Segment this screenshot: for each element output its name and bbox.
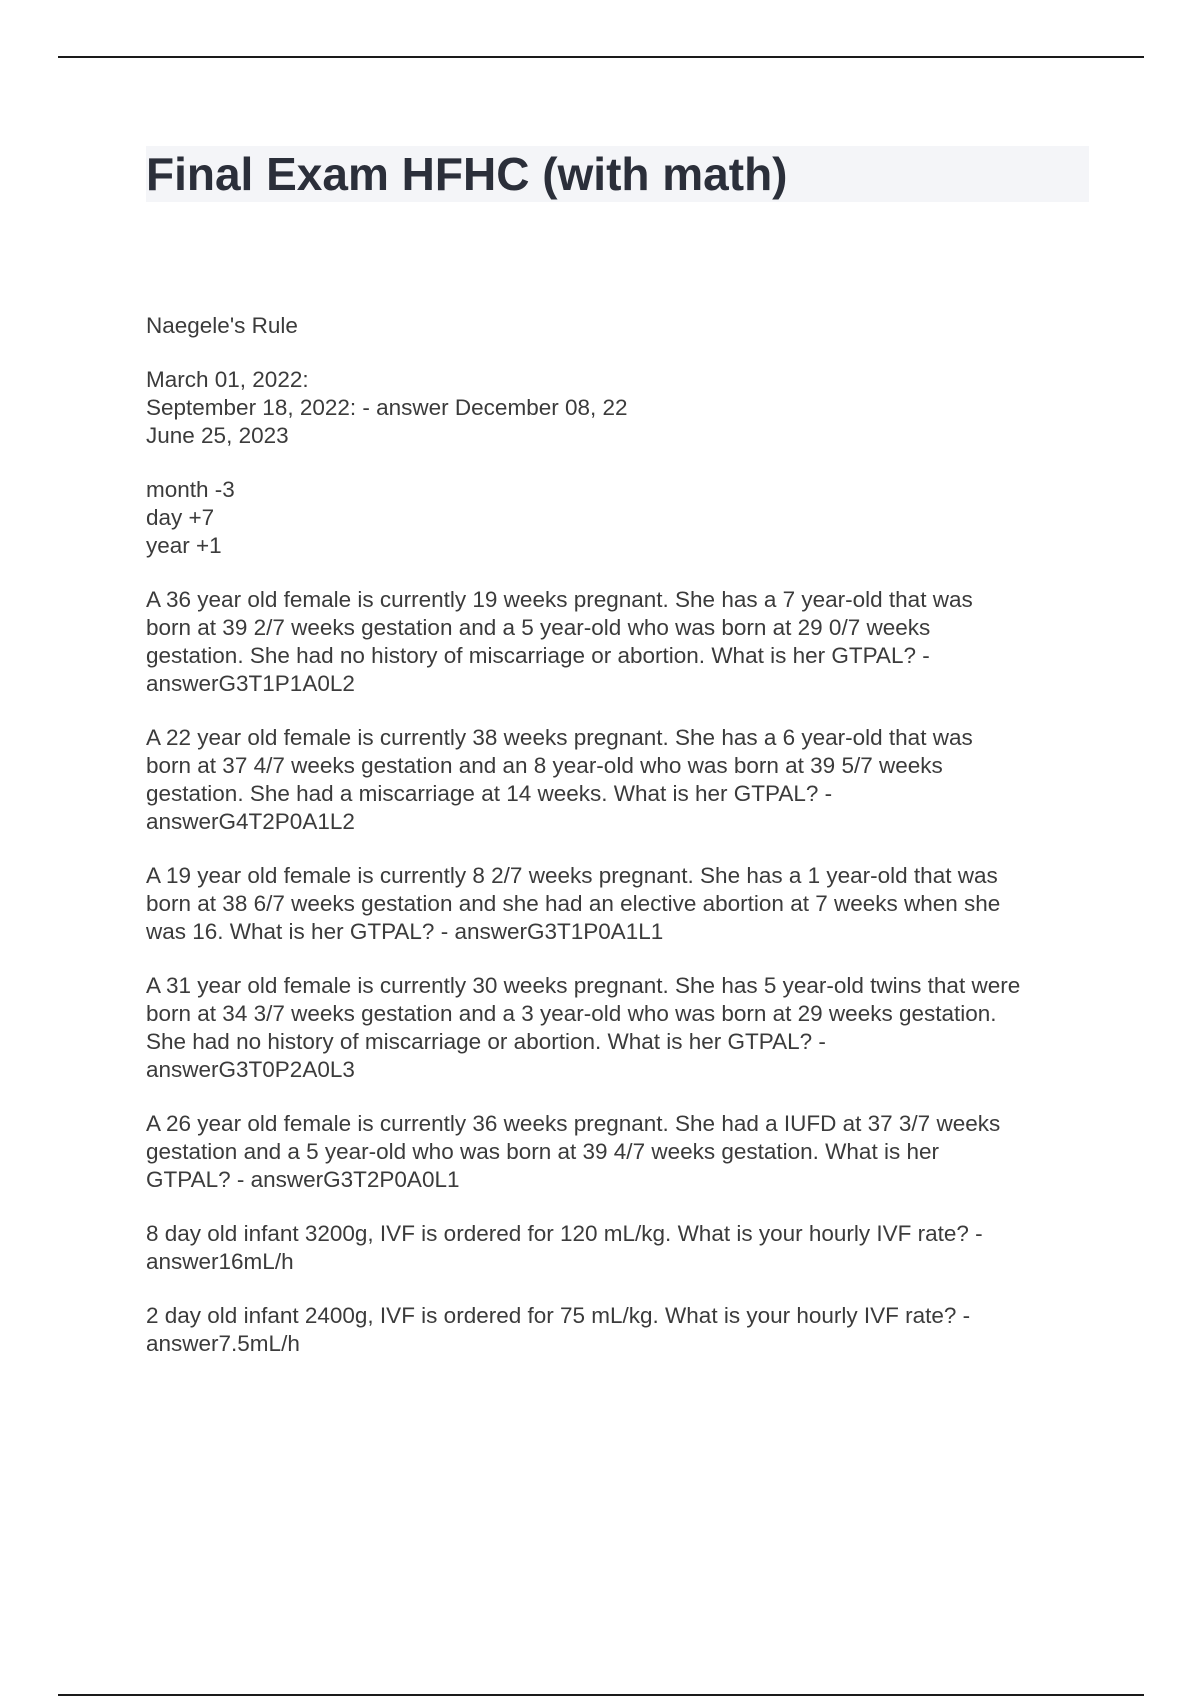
- step-line: year +1: [146, 533, 222, 558]
- question-line: born at 38 6/7 weeks gestation and she had an elective abortion at 7 weeks when she: [146, 891, 1001, 916]
- question-line: born at 34 3/7 weeks gestation and a 3 year-old who was born at 29 weeks gestation.: [146, 1001, 997, 1026]
- question-line: gestation. She had a miscarriage at 14 weeks. What is her GTPAL? -: [146, 781, 833, 806]
- answer-line: answer7.5mL/h: [146, 1331, 300, 1356]
- question-3: [146, 862, 1096, 946]
- question-line: She had no history of miscarriage or abortion. What is her GTPAL? -: [146, 1029, 826, 1054]
- answer-line: answerG3T1P1A0L2: [146, 671, 355, 696]
- naegele-steps-block: [146, 476, 1096, 560]
- bottom-divider: [58, 1694, 1144, 1696]
- question-6: [146, 1220, 1096, 1276]
- question-line: gestation. She had no history of miscarriage or abortion. What is her GTPAL? -: [146, 643, 930, 668]
- answer-line: answerG4T2P0A1L2: [146, 809, 355, 834]
- answer-line: answerG3T0P2A0L3: [146, 1057, 355, 1082]
- top-divider: [58, 56, 1144, 58]
- date-line: March 01, 2022:: [146, 367, 309, 392]
- answer-line: was 16. What is her GTPAL? - answerG3T1P0A1L1: [146, 919, 664, 944]
- question-5: [146, 1110, 1096, 1194]
- answer-line: answer16mL/h: [146, 1249, 294, 1274]
- section-heading: [146, 312, 1096, 340]
- step-line: day +7: [146, 505, 215, 530]
- question-line: gestation and a 5 year-old who was born at 39 4/7 weeks gestation. What is her: [146, 1139, 939, 1164]
- question-line: 8 day old infant 3200g, IVF is ordered for 120 mL/kg. What is your hourly IVF rate? -: [146, 1221, 983, 1246]
- section-heading-text: Naegele's Rule: [146, 313, 298, 338]
- question-line: A 36 year old female is currently 19 weeks pregnant. She has a 7 year-old that was: [146, 587, 973, 612]
- question-line: A 31 year old female is currently 30 weeks pregnant. She has 5 year-old twins that were: [146, 973, 1021, 998]
- document-body: [146, 312, 1096, 1384]
- question-line: born at 39 2/7 weeks gestation and a 5 year-old who was born at 29 0/7 weeks: [146, 615, 931, 640]
- page-title: Final Exam HFHC (with math): [146, 148, 788, 200]
- question-line: 2 day old infant 2400g, IVF is ordered for 75 mL/kg. What is your hourly IVF rate? -: [146, 1303, 971, 1328]
- question-1: [146, 586, 1096, 698]
- date-line: September 18, 2022: - answer December 08, 22: [146, 395, 628, 420]
- question-line: A 26 year old female is currently 36 weeks pregnant. She had a IUFD at 37 3/7 weeks: [146, 1111, 1001, 1136]
- question-line: A 22 year old female is currently 38 weeks pregnant. She has a 6 year-old that was: [146, 725, 973, 750]
- step-line: month -3: [146, 477, 235, 502]
- question-7: [146, 1302, 1096, 1358]
- question-line: born at 37 4/7 weeks gestation and an 8 year-old who was born at 39 5/7 weeks: [146, 753, 943, 778]
- question-2: [146, 724, 1096, 836]
- answer-line: GTPAL? - answerG3T2P0A0L1: [146, 1167, 460, 1192]
- naegele-dates-block: [146, 366, 1096, 450]
- question-line: A 19 year old female is currently 8 2/7 weeks pregnant. She has a 1 year-old that was: [146, 863, 998, 888]
- question-4: [146, 972, 1096, 1084]
- date-line: June 25, 2023: [146, 423, 289, 448]
